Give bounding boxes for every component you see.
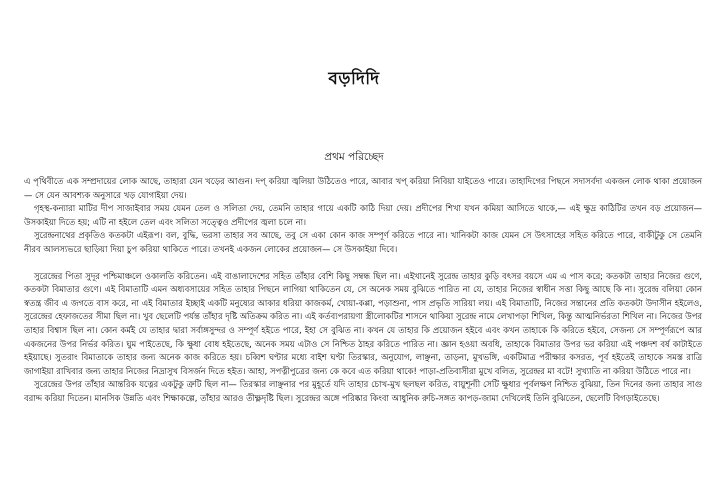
book-title: বড়দিদি xyxy=(328,69,380,89)
paragraph: সুরেন্দ্রের পিতা সুদূর পশ্চিমাঞ্চলে ওকালতি করিতেন। এই বাঙালাদেশের সহিত তাঁহার বেশি কিছু সম্বন্ধ ছিল না। এইখানেই সুরেন্দ্র তাহার কুড়ি বৎসর বয়সে এম এ পাস করে; কতকটা তাহার নিজের গুণে, কতকটা বিমাতার গুণে। এই বিমাতাটি এমন অধ্যবসায়ের সহিত তাহার পিছনে লাগিয়া থাকিতেন যে, সে অনেক সময় বুঝিতে পারিত না যে, তাহার নিজের স্বাধীন সত্তা কিছু আছে কি না। সুরেন্দ্র বলিয়া কোন স্বতন্ত্র জীব এ জগতে বাস করে, না এই বিমাতার ইচ্ছাই একটি মনুষ্যের আকার ধরিয়া কাজকর্ম, খোয়া-কপ্পা, পড়াশুনা, পাস প্রভৃতি সারিয়া লয়। এই বিমাতাটি, নিজের সন্তানের প্রতি কতকটা উদাসীন হইলেও, সুরেন্দ্রের হেফাজতের সীমা ছিল না। খুব ছেলেটি পর্যন্ত তাঁহার দৃষ্টি অতিক্রম করিত না। এই কর্তব্যপরায়ণা স্ত্রীলোকটির শাসনে থাকিয়া সুরেন্দ্র নামে লেখাপড়া শিখিল, কিন্তু আত্মনির্ভরতা শিখিল না। নিজের উপর তাহার বিশ্বাস ছিল না। কোন কর্মই যে তাহার দ্বারা সর্বাঙ্গসুন্দর ও সম্পূর্ণ হইতে পারে, ইহা সে বুঝিত না। কখন যে তাহার কি প্রয়োজন হইবে এবং কখন তাহাকে কি করিতে হইবে, সেজন্য সে সম্পূর্ণরূপে আর একজনের উপর নির্ভর করিত। ঘুম পাইতেছে, কি ক্ষুধা বোধ হইতেছে, অনেক সময় এটাও সে নিশ্চিত ঠাহর করিতে পারিত না। জ্ঞান হওয়া অবধি, তাহাকে বিমাতার উপর ভর করিয়া এই পঞ্চদশ বর্ষ কাটাইতে হইয়াছে। সুতরাং বিমাতাকে তাহার জন্য অনেক কাজ করিতে হয়। চব্বিশ ঘণ্টার মধ্যে বাইশ ঘণ্টা তিরস্কার, অনুযোগ, লাঞ্ছনা, তাড়না, মুখভঙ্গি, একটিমাত্র পরীক্ষার কসরত, পূর্ব হইতেই তাহাকে সমস্ত রাত্রি জাগাইয়া রাখিবার জন্য তাহার নিজের নিদ্রাসুখ বিসর্জন দিতে হইত। আহা, সপত্নীপুত্রের জন্য কে কবে এত করিয়া থাকে! পাড়া-প্রতিবাসীরা মুখে বলিত, সুরেন্দ্রর মা বটে! সুখ্যাতি না করিয়া উঠিতে পারে না। xyxy=(24,270,702,376)
paragraph: গৃহস্থ-কন্যারা মাটির দীপ সাজাইবার সময় যেমন তেল ও সলিতা দেয়, তেমনি তাহার গায়ে একটি কাঠি দিয়া দেয়। প্রদীপের শিখা যখন কমিয়া আসিতে থাকে,— এই ক্ষুদ্র কাঠিটির তখন বড় প্রয়োজন—উসকাইয়া দিতে হয়; এটি না হইলে তেল এবং সলিতা সত্ত্বেও প্রদীপের জ্বলা চলে না। xyxy=(24,203,702,227)
paragraph: সুরেন্দ্রের উপর তাঁহার আন্তরিক যত্নের একটুকু ত্রুটি ছিল না— তিরস্কার লাঞ্ছনার পর মুহূর্তে যদি তাহার চোখ-মুখ ছলছল করিত, বায়ুশূন্যী সেটি ক্ষুধার পূর্বলক্ষণ নিশ্চিত বুঝিয়া, তিন দিনের জন্য তাহার সাগু বরাদ্দ করিয়া দিতেন। মানসিক উন্নতি এবং শিক্ষাকল্পে, তাঁহার আরও তীক্ষ্ণদৃষ্টি ছিল। সুরেন্দ্রর অঙ্গে পরিষ্কার কিংবা আধুনিক রুচি-সঙ্গত কাপড়-জামা দেখিলেই তিনি বুঝিতেন, ছেলেটি বিগড়াইতেছে। xyxy=(24,379,702,403)
body-text xyxy=(24,175,702,419)
paragraph: সুরেন্দ্রনাথের প্রকৃতিও কতকটা এইরূপ। বল, বুদ্ধি, ভরসা তাহার সব আছে, তবু সে একা কোন কাজ সম্পূর্ণ করিতে পারে না। খানিকটা কাজ যেমন সে উৎসাহের সহিত করিতে পারে, বাকীটুকু সে তেমনি নীরব আলস্যভরে ছাড়িয়া দিয়া চুপ করিয়া থাকিতে পারে। তখনই একজন লোকের প্রয়োজন— সে উসকাইয়া দিবে। xyxy=(24,230,702,254)
chapter-heading: প্রথম পরিচ্ছেদ xyxy=(324,151,384,163)
paragraph: এ পৃথিবীতে এক সম্প্রদায়ের লোক আছে, তাহারা যেন খড়ের আগুন। দপ্‌ করিয়া জ্বলিয়া উঠিতেও পারে, আবার খপ্‌ করিয়া নিবিয়া যাইতেও পারে। তাহাদিগের পিছনে সদাসর্বদা একজন লোক থাকা প্রয়োজন— সে যেন আবশ্যক অনুসারে খড় যোগাইয়া দেয়। xyxy=(24,176,702,200)
